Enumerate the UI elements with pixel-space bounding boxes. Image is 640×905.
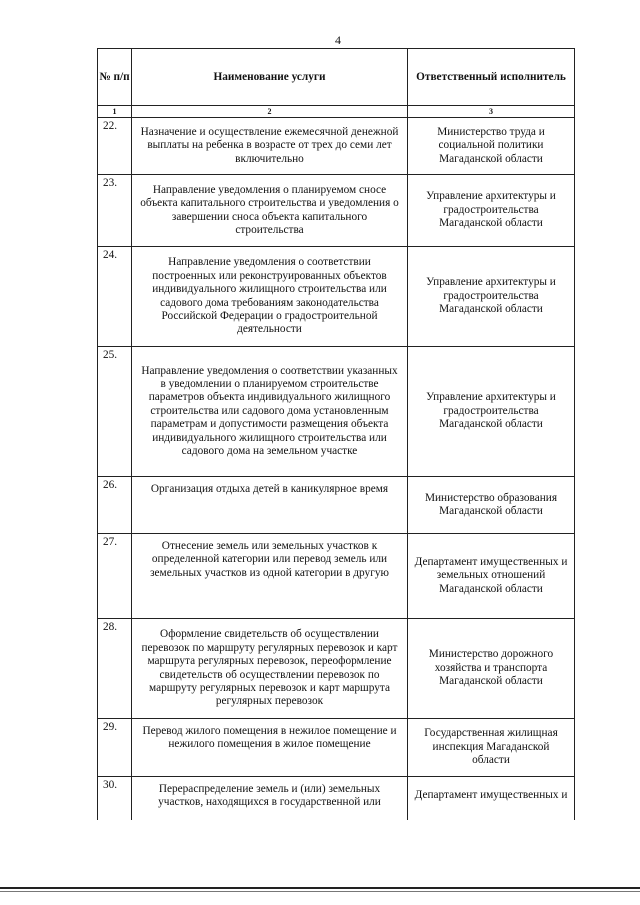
table-row bbox=[98, 247, 575, 347]
row-number: 29. bbox=[98, 719, 132, 777]
row-number: 27. bbox=[98, 534, 132, 619]
responsible-executor: Управление архитектуры и градостроительства Магаданской области bbox=[408, 347, 575, 477]
column-numbers-row bbox=[98, 106, 575, 118]
table-row bbox=[98, 777, 575, 823]
table-row bbox=[98, 118, 575, 175]
table-row bbox=[98, 347, 575, 477]
row-number: 23. bbox=[98, 175, 132, 247]
service-name: Перевод жилого помещения в нежилое помещение и нежилого помещения в жилое помещение bbox=[132, 719, 408, 777]
responsible-executor: Государственная жилищная инспекция Магаданской области bbox=[408, 719, 575, 777]
service-name: Направление уведомления о соответствии указанных в уведомлении о планируемом строительстве параметров объекта индивидуального жилищного строительства или садового дома установленным параметрам и допустимости размещения объекта индивидуального жилищного строительства или садового дома на земельном участке bbox=[132, 347, 408, 477]
responsible-executor: Управление архитектуры и градостроительства Магаданской области bbox=[408, 175, 575, 247]
scan-edge-line bbox=[0, 891, 640, 892]
service-name: Назначение и осуществление ежемесячной денежной выплаты на ребенка в возрасте от трех до семи лет включительно bbox=[132, 118, 408, 175]
service-name: Оформление свидетельств об осуществлении перевозок по маршруту регулярных перевозок и карт маршрута регулярных перевозок, переоформление свидетельств об осуществлении перевозок по маршруту регулярных перевозок и карт маршрута регулярных перевозок bbox=[132, 619, 408, 719]
scan-edge-line bbox=[0, 887, 640, 889]
column-number: 1 bbox=[98, 106, 132, 118]
services-table bbox=[97, 48, 575, 823]
page-number: 4 bbox=[335, 33, 341, 47]
table-row bbox=[98, 719, 575, 777]
service-name: Перераспределение земель и (или) земельных участков, находящихся в государственной или bbox=[132, 777, 408, 823]
table-row bbox=[98, 175, 575, 247]
table-header-row bbox=[98, 49, 575, 106]
row-number: 26. bbox=[98, 477, 132, 534]
responsible-executor: Департамент имущественных и bbox=[408, 777, 575, 823]
service-name: Направление уведомления о соответствии построенных или реконструированных объектов индивидуального жилищного строительства или садового дома требованиям законодательства Российской Федерации о градостроительной деятельности bbox=[132, 247, 408, 347]
page-cutoff-mask bbox=[97, 820, 575, 826]
row-number: 30. bbox=[98, 777, 132, 823]
responsible-executor: Департамент имущественных и земельных отношений Магаданской области bbox=[408, 534, 575, 619]
service-name: Направление уведомления о планируемом сносе объекта капитального строительства и уведомления о завершении сноса объекта капитального строительства bbox=[132, 175, 408, 247]
row-number: 25. bbox=[98, 347, 132, 477]
row-number: 22. bbox=[98, 118, 132, 175]
table-row bbox=[98, 477, 575, 534]
responsible-executor: Министерство труда и социальной политики Магаданской области bbox=[408, 118, 575, 175]
header-num: № п/п bbox=[98, 49, 132, 106]
column-number: 2 bbox=[132, 106, 408, 118]
column-number: 3 bbox=[408, 106, 575, 118]
responsible-executor: Министерство образования Магаданской области bbox=[408, 477, 575, 534]
responsible-executor: Управление архитектуры и градостроительства Магаданской области bbox=[408, 247, 575, 347]
header-service-name: Наименование услуги bbox=[132, 49, 408, 106]
row-number: 28. bbox=[98, 619, 132, 719]
table-row bbox=[98, 534, 575, 619]
header-executor: Ответственный исполнитель bbox=[408, 49, 575, 106]
responsible-executor: Министерство дорожного хозяйства и транспорта Магаданской области bbox=[408, 619, 575, 719]
service-name: Отнесение земель или земельных участков к определенной категории или перевод земель или земельных участков из одной категории в другую bbox=[132, 534, 408, 619]
service-name: Организация отдыха детей в каникулярное время bbox=[132, 477, 408, 534]
table-row bbox=[98, 619, 575, 719]
row-number: 24. bbox=[98, 247, 132, 347]
